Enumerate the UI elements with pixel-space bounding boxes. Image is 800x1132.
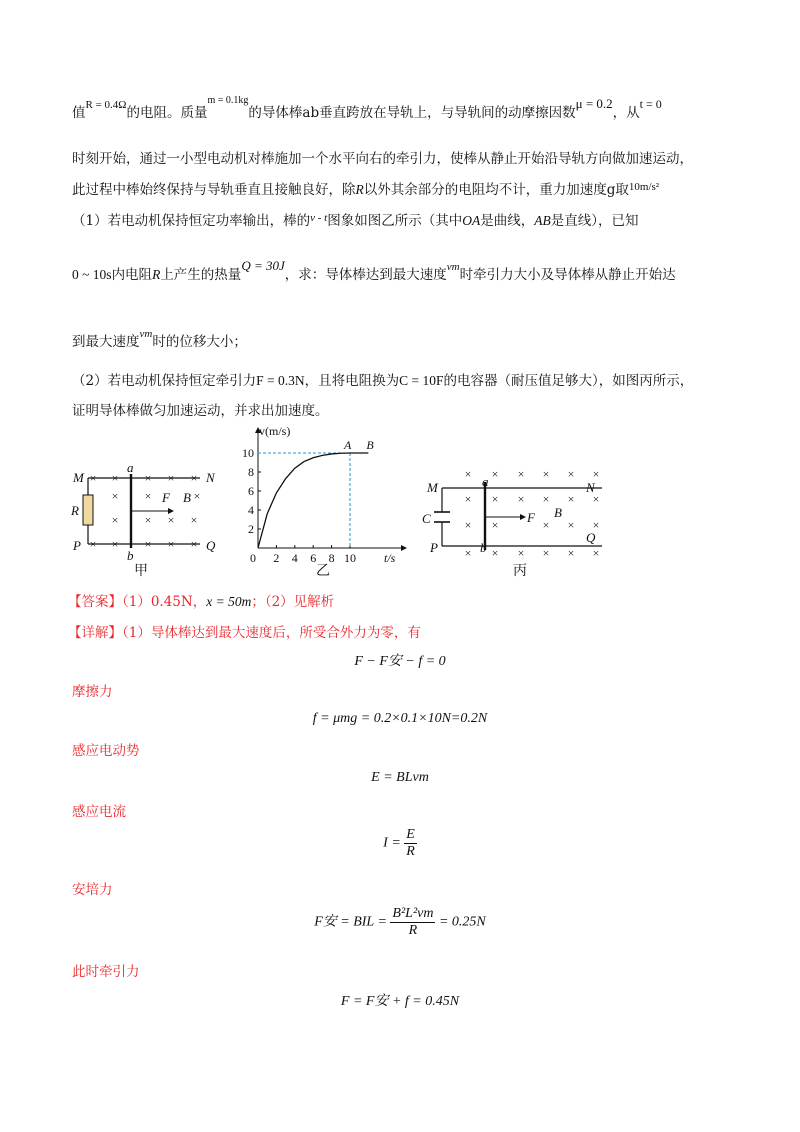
label-ampere: 安培力: [72, 882, 113, 898]
label-b: b: [127, 548, 134, 563]
text: （2）若电动机保持恒定牵引力: [72, 373, 257, 389]
text: 内电阻: [111, 267, 153, 283]
origin-label: 0: [250, 551, 256, 565]
svg-text:×: ×: [144, 537, 152, 551]
label-B: B: [554, 505, 562, 520]
text: R: [152, 267, 161, 282]
svg-text:×: ×: [167, 513, 175, 527]
y-tick-label: 10: [242, 446, 254, 460]
text: 值: [72, 105, 86, 121]
problem-line-4: [72, 212, 638, 231]
label-a: a: [127, 460, 134, 475]
vt-chart: [238, 422, 413, 567]
svg-text:×: ×: [517, 492, 525, 506]
svg-text:×: ×: [111, 537, 119, 551]
label-Q: Q: [586, 530, 596, 545]
problem-line-1: [72, 95, 662, 124]
figure-jia: [68, 458, 228, 583]
text: （1）若电动机保持恒定功率输出，棒的: [72, 213, 311, 229]
svg-text:×: ×: [592, 467, 600, 481]
svg-text:×: ×: [89, 471, 97, 485]
label-B: B: [183, 490, 191, 505]
text: OA: [462, 213, 481, 228]
x-tick-label: 10: [344, 551, 356, 565]
equation-4: [0, 827, 800, 860]
text: vm: [139, 328, 153, 340]
label-current: 感应电流: [72, 804, 126, 820]
text: 此过程中棒始终保持与导轨垂直且接触良好，除: [72, 182, 356, 198]
x-tick-label: 4: [291, 551, 298, 565]
answer-part1: （1）0.45N，: [122, 594, 207, 610]
svg-text:×: ×: [567, 546, 575, 560]
text: 是直线），已知: [550, 213, 639, 229]
equation-6: F = F安 + f = 0.45N: [340, 994, 460, 1009]
label-emf: 感应电动势: [72, 743, 140, 759]
svg-text:×: ×: [592, 546, 600, 560]
gravity-value: 10m/s²: [628, 181, 660, 193]
label-a: a: [482, 474, 489, 489]
svg-text:×: ×: [542, 492, 550, 506]
denominator: R: [406, 844, 415, 859]
x-tick-label: 6: [310, 551, 317, 565]
svg-text:×: ×: [491, 518, 499, 532]
time-range: 0 ~ 10s: [72, 267, 112, 282]
text: vm: [446, 261, 460, 273]
text: 上产生的热量: [160, 267, 242, 283]
y-tick-label: 6: [248, 484, 254, 498]
label-P: P: [430, 540, 438, 555]
text: 以外其余部分的电阻均不计，重力加速度g取: [363, 182, 629, 198]
label-P: P: [73, 538, 81, 553]
svg-text:×: ×: [144, 513, 152, 527]
svg-text:×: ×: [111, 513, 119, 527]
figure-jia-svg: [68, 458, 228, 583]
heat-value: Q = 30J: [241, 258, 285, 273]
text: 图象如图乙所示（其中: [327, 213, 463, 229]
text: = 0.25N: [438, 914, 486, 930]
svg-text:×: ×: [517, 546, 525, 560]
text: ，从: [612, 105, 640, 121]
svg-text:×: ×: [193, 489, 201, 503]
equation-1: F − F安 − f = 0: [354, 654, 446, 669]
svg-text:×: ×: [144, 471, 152, 485]
label-N: N: [206, 470, 215, 485]
svg-text:×: ×: [491, 492, 499, 506]
svg-text:×: ×: [592, 518, 600, 532]
answer-line: [68, 593, 334, 611]
svg-text:×: ×: [517, 467, 525, 481]
answer-tag: 【答案】: [68, 594, 122, 610]
caption-yi: 乙: [316, 563, 330, 579]
label-F: F: [527, 510, 535, 525]
text: AB: [534, 213, 551, 228]
mass-value: m = 0.1kg: [207, 95, 249, 106]
text: ，且将电阻换为: [304, 373, 400, 389]
svg-text:×: ×: [167, 537, 175, 551]
point-label-B: B: [366, 438, 374, 452]
problem-line-7: [72, 372, 693, 390]
problem-line-8: 证明导体棒做匀加速运动，并求出加速度。: [72, 403, 329, 419]
equation-5: [0, 906, 800, 939]
svg-text:×: ×: [464, 546, 472, 560]
figure-bing: [420, 460, 620, 585]
svg-text:×: ×: [491, 467, 499, 481]
answer-displacement: x = 50m: [206, 594, 252, 609]
svg-text:×: ×: [542, 467, 550, 481]
svg-text:×: ×: [542, 546, 550, 560]
svg-text:×: ×: [111, 471, 119, 485]
svg-text:×: ×: [144, 489, 152, 503]
text: 的电容器（耐压值足够大），如图丙所示，: [443, 373, 694, 389]
point-label-A: A: [344, 438, 352, 452]
svg-text:×: ×: [190, 471, 198, 485]
text: R: [355, 182, 364, 197]
svg-text:×: ×: [567, 492, 575, 506]
force-value: F = 0.3N: [256, 373, 305, 388]
problem-line-6: [72, 328, 247, 352]
svg-text:×: ×: [567, 467, 575, 481]
equation-2: f = μmg = 0.2×0.1×10N=0.2N: [312, 711, 488, 726]
svg-text:×: ×: [567, 518, 575, 532]
y-tick-label: 8: [248, 465, 254, 479]
answer-part2: ；（2）见解析: [251, 594, 335, 610]
svg-text:×: ×: [464, 492, 472, 506]
svg-text:×: ×: [464, 518, 472, 532]
label-Q: Q: [206, 538, 216, 553]
text: ，求：导体棒达到最大速度: [284, 267, 447, 283]
svg-text:×: ×: [190, 513, 198, 527]
text: 到最大速度: [72, 334, 140, 350]
text: 是曲线，: [480, 213, 535, 229]
label-M: M: [427, 480, 438, 495]
svg-text:×: ×: [111, 489, 119, 503]
label-traction: 此时牵引力: [72, 964, 140, 980]
text: I =: [383, 835, 401, 851]
resistance-value: R = 0.4Ω: [85, 99, 127, 111]
svg-text:×: ×: [190, 537, 198, 551]
problem-line-2: 时刻开始，通过一小型电动机对棒施加一个水平向右的牵引力，使棒从静止开始沿导轨方向做加速运动，: [72, 151, 693, 167]
problem-line-5: [72, 258, 676, 285]
problem-line-3: [72, 181, 659, 200]
text: 时的位移大小；: [152, 334, 247, 350]
friction-coefficient: μ = 0.2: [575, 96, 613, 111]
svg-text:×: ×: [89, 537, 97, 551]
detail-intro: [68, 624, 421, 642]
label-N: N: [586, 480, 595, 495]
x-tick-label: 8: [328, 551, 335, 565]
caption-jia: 甲: [134, 563, 148, 579]
y-tick-label: 4: [248, 503, 254, 517]
equation-3: E = BLvm: [371, 770, 429, 785]
svg-text:×: ×: [464, 467, 472, 481]
x-tick-label: 2: [273, 551, 280, 565]
text: （1）导体棒达到最大速度后，所受合外力为零，有: [122, 625, 421, 641]
y-tick-label: 2: [248, 522, 254, 536]
label-C: C: [422, 511, 431, 526]
svg-text:×: ×: [491, 546, 499, 560]
fraction: [390, 906, 435, 939]
detail-tag: 【详解】: [68, 625, 122, 641]
y-axis-label: v(m/s): [259, 424, 291, 438]
svg-text:×: ×: [542, 518, 550, 532]
fraction: [404, 827, 417, 860]
label-M: M: [73, 470, 84, 485]
label-b: b: [480, 540, 487, 555]
numerator: B²L²vm: [392, 906, 434, 921]
svg-text:×: ×: [592, 492, 600, 506]
text: 的电阻。质量: [126, 105, 208, 121]
label-R: R: [71, 503, 79, 518]
series-OA: [258, 453, 350, 548]
numerator: E: [406, 827, 415, 842]
text: 时牵引力大小及导体棒从静止开始达: [459, 267, 676, 283]
x-axis-label: t/s: [384, 551, 396, 565]
figure-yi: [238, 422, 413, 584]
denominator: R: [408, 923, 418, 938]
caption-bing: 丙: [513, 563, 527, 579]
time-zero: t = 0: [639, 97, 662, 111]
text: 的导体棒ab垂直跨放在导轨上，与导轨间的动摩擦因数: [248, 105, 576, 121]
label-F: F: [162, 490, 170, 505]
capacitance-value: C = 10F: [399, 373, 444, 388]
svg-text:×: ×: [167, 471, 175, 485]
text: v - t: [310, 212, 328, 224]
text: F安 = BIL =: [314, 914, 387, 930]
label-friction: 摩擦力: [72, 684, 113, 700]
